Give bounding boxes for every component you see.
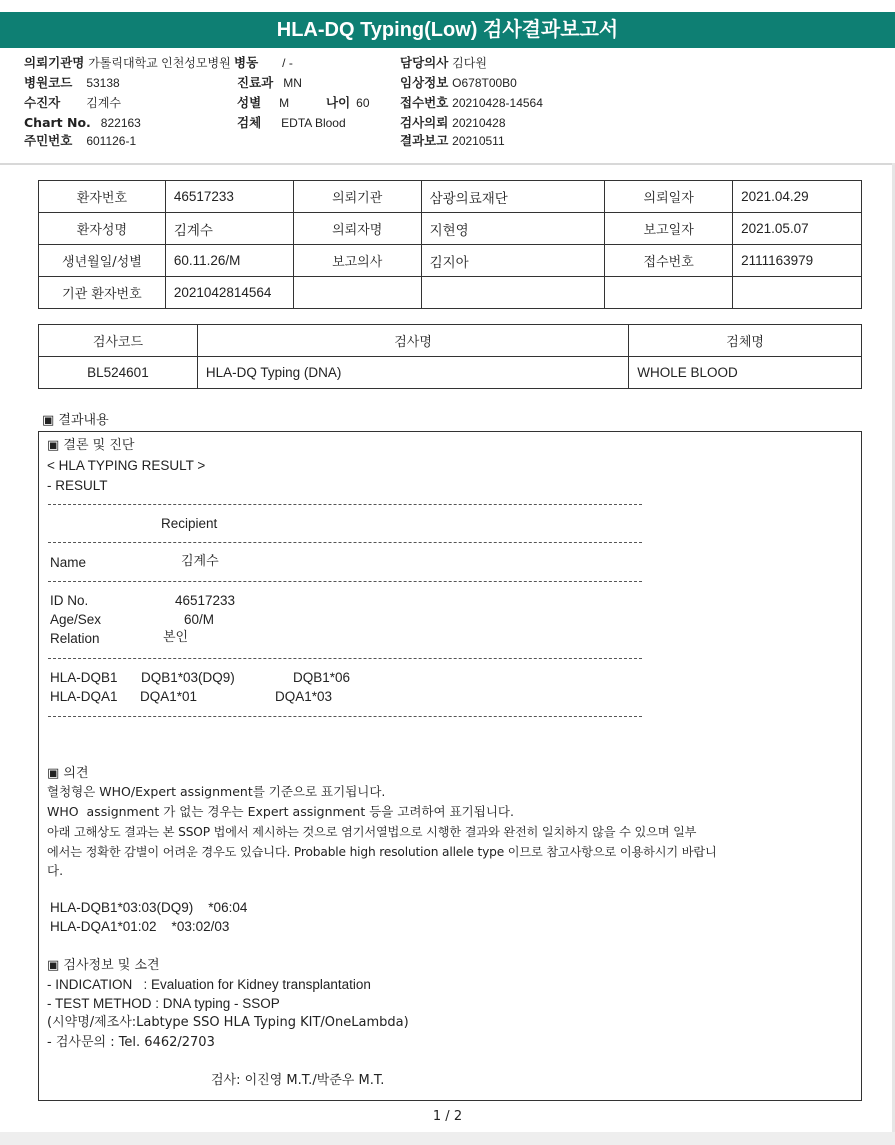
name-value: 김계수 — [181, 554, 219, 569]
table-cell: 2021042814564 — [165, 277, 293, 309]
contact-line: - 검사문의 : Tel. 6462/2703 — [47, 1035, 215, 1050]
table-cell: 김지아 — [421, 245, 605, 277]
test-method-line: - TEST METHOD : DNA typing - SSOP — [47, 996, 280, 1011]
opinion-line: 다. — [47, 863, 64, 878]
table-cell: 환자번호 — [39, 181, 166, 213]
opinion-line: 혈청형은 WHO/Expert assignment를 기준으로 표기됩니다. — [47, 784, 386, 799]
opinion-line: 에서는 정확한 감별이 어려운 경우도 있습니다. Probable high resolution allele type 이므로 참고사항으로 이용하시기 바랍니 — [47, 845, 717, 859]
header-chart-no: Chart No. 822163 — [24, 115, 141, 130]
table-cell: 접수번호 — [605, 245, 733, 277]
result-content-box — [38, 431, 862, 1101]
page-bottom-shade — [0, 1132, 895, 1145]
table-cell: BL524601 — [39, 357, 198, 389]
table-cell: 지현영 — [421, 213, 605, 245]
opinion-heading: ▣ 의견 — [47, 766, 89, 781]
header-divider — [0, 163, 895, 165]
high-resolution-dqa1: HLA-DQA1*01:02 *03:02/03 — [50, 919, 230, 934]
header-patient: 수진자 김계수 — [24, 95, 122, 110]
table-cell: 보고일자 — [605, 213, 733, 245]
dashed-divider — [48, 658, 642, 659]
test-info-table — [38, 324, 862, 389]
result-label: - RESULT — [47, 478, 108, 493]
relation-label: Relation — [50, 631, 100, 646]
header-doctor: 담당의사 김다원 — [400, 55, 487, 70]
table-cell: 2021.04.29 — [733, 181, 862, 213]
table-cell: 삼광의료재단 — [421, 181, 605, 213]
table-row — [39, 357, 862, 389]
id-label: ID No. — [50, 593, 89, 608]
page-number: 1 / 2 — [432, 1109, 463, 1124]
report-title: HLA-DQ Typing(Low) 검사결과보고서 — [0, 12, 895, 48]
table-cell: 46517233 — [165, 181, 293, 213]
table-cell: 환자성명 — [39, 213, 166, 245]
header-sex: 성별 M — [237, 95, 290, 110]
header-request-date: 검사의뢰 20210428 — [400, 115, 506, 130]
header-ward: 병동 / - — [234, 55, 293, 70]
header-age: 나이 60 — [326, 95, 370, 110]
indication-line: - INDICATION : Evaluation for Kidney transplantation — [47, 977, 371, 992]
header-institution: 의뢰기관명 가톨릭대학교 인천성모병원 — [24, 55, 231, 70]
patient-info-table — [38, 180, 862, 309]
header-id-number: 주민번호 601126-1 — [24, 133, 137, 148]
typing-result-heading: < HLA TYPING RESULT > — [47, 458, 206, 473]
dqa1-allele-2: DQA1*03 — [275, 689, 333, 704]
table-cell — [421, 277, 605, 309]
header-clinical-info: 임상정보 O678T00B0 — [400, 75, 517, 90]
dqa1-allele-1: DQA1*01 — [140, 689, 198, 704]
dqb1-allele-2: DQB1*06 — [293, 670, 351, 685]
table-cell: 60.11.26/M — [165, 245, 293, 277]
table-header-row — [39, 325, 862, 357]
dqb1-label: HLA-DQB1 — [50, 670, 118, 685]
dashed-divider — [48, 716, 642, 717]
name-label: Name — [50, 555, 87, 570]
table-cell: WHOLE BLOOD — [629, 357, 862, 389]
table-row — [39, 181, 862, 213]
header-report-date: 결과보고 20210511 — [400, 133, 505, 148]
high-resolution-dqb1: HLA-DQB1*03:03(DQ9) *06:04 — [50, 900, 248, 915]
table-cell — [733, 277, 862, 309]
dashed-divider — [48, 581, 642, 582]
table-cell: 의뢰일자 — [605, 181, 733, 213]
table-cell: HLA-DQ Typing (DNA) — [197, 357, 628, 389]
reagent-line: (시약명/제조사:Labtype SSO HLA Typing KIT/OneLambda) — [47, 1015, 409, 1030]
table-cell — [293, 277, 421, 309]
dqa1-label: HLA-DQA1 — [50, 689, 118, 704]
opinion-line: 아래 고해상도 결과는 본 SSOP 법에서 제시하는 것으로 염기서열법으로 시행한 결과와 완전히 일치하지 않을 수 있으며 일부 — [47, 825, 697, 839]
section-title: ▣ 결과내용 — [42, 413, 109, 428]
agesex-label: Age/Sex — [50, 612, 102, 627]
table-cell: 의뢰기관 — [293, 181, 421, 213]
header-receipt-number: 접수번호 20210428-14564 — [400, 95, 543, 110]
recipient-heading: Recipient — [161, 516, 218, 531]
dashed-divider — [48, 542, 642, 543]
table-cell: 생년월일/성별 — [39, 245, 166, 277]
table-cell: 2021.05.07 — [733, 213, 862, 245]
id-value: 46517233 — [175, 593, 236, 608]
header-specimen: 검체 EDTA Blood — [237, 115, 346, 130]
table-cell: 의뢰자명 — [293, 213, 421, 245]
header-hospital-code: 병원코드 53138 — [24, 75, 120, 90]
column-header: 검사명 — [197, 325, 628, 357]
dqb1-allele-1: DQB1*03(DQ9) — [141, 670, 235, 685]
table-row — [39, 245, 862, 277]
table-cell: 보고의사 — [293, 245, 421, 277]
table-cell: 2111163979 — [733, 245, 862, 277]
conclusion-heading: ▣ 결론 및 진단 — [47, 438, 135, 453]
table-cell: 김계수 — [165, 213, 293, 245]
opinion-line: WHO assignment 가 없는 경우는 Expert assignment 등을 고려하여 표기됩니다. — [47, 804, 514, 819]
agesex-value: 60/M — [184, 612, 215, 627]
column-header: 검사코드 — [39, 325, 198, 357]
relation-value: 본인 — [163, 630, 189, 645]
table-row — [39, 213, 862, 245]
header-department: 진료과 MN — [237, 75, 302, 90]
signature-line: 검사: 이진영 M.T./박준우 M.T. — [211, 1073, 385, 1088]
test-info-heading: ▣ 검사정보 및 소견 — [47, 958, 160, 973]
table-cell — [605, 277, 733, 309]
column-header: 검체명 — [629, 325, 862, 357]
table-row — [39, 277, 862, 309]
dashed-divider — [48, 504, 642, 505]
table-cell: 기관 환자번호 — [39, 277, 166, 309]
